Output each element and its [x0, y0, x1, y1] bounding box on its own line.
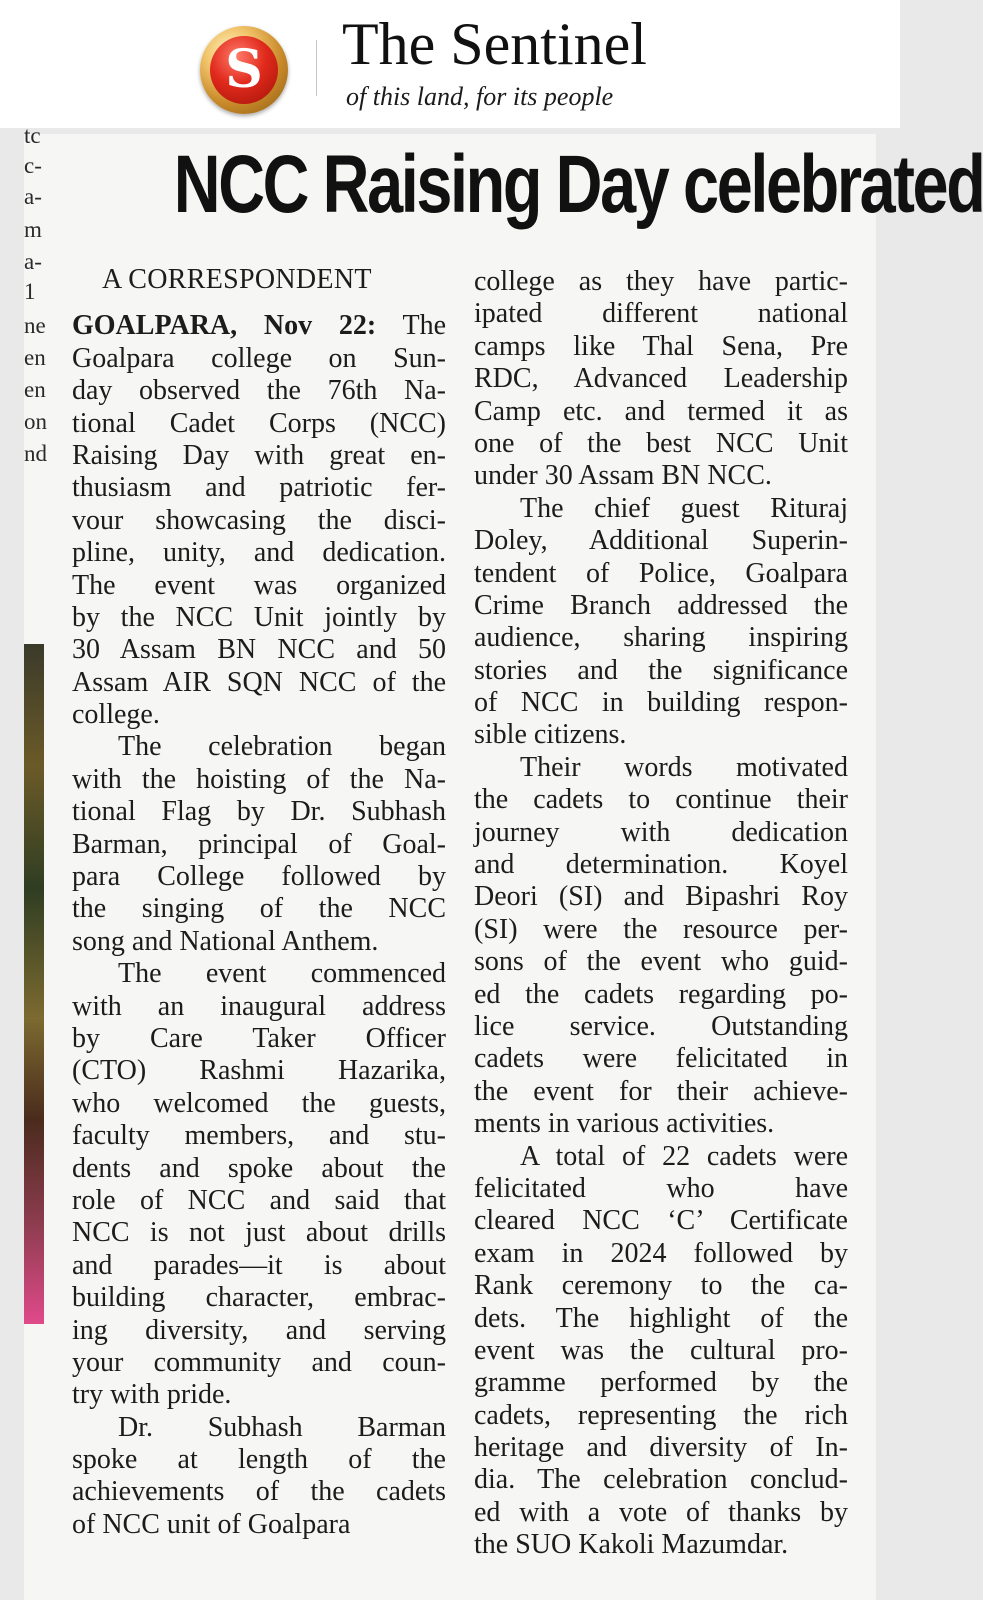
article-text-line: thusiasm and patriotic fer-	[72, 472, 446, 504]
article-text-line: journey with dedication	[474, 816, 848, 848]
previous-article-fragment: a-	[24, 184, 42, 209]
previous-article-fragment: on	[24, 409, 47, 434]
logo-letter: S	[210, 36, 278, 104]
article-text-line: tendent of Police, Goalpara	[474, 557, 848, 589]
article-text-line: NCC is not just about drills	[72, 1217, 446, 1249]
previous-article-fragment: tc	[24, 123, 41, 148]
publication-title: The Sentinel	[342, 11, 647, 77]
article-text-line: day observed the 76th Na-	[72, 375, 446, 407]
article-text-line: Their words motivated	[520, 751, 848, 783]
article-dateline: GOALPARA, Nov 22:	[72, 310, 377, 342]
article-text-line: Barman, principal of Goal-	[72, 828, 446, 860]
article-text-line: Assam AIR SQN NCC of the	[72, 666, 446, 698]
article-text-fragment: The	[376, 310, 447, 342]
article-text-line: song and National Anthem.	[72, 925, 379, 957]
article-text-line: Goalpara college on Sun-	[72, 342, 446, 374]
article-text-line: of NCC in building respon-	[474, 687, 848, 719]
article-text-line: The chief guest Rituraj	[520, 492, 848, 524]
previous-article-fragment: c-	[24, 153, 42, 178]
article-text-line: your community and coun-	[72, 1346, 446, 1378]
article-column-left	[72, 264, 446, 1541]
article-text-line: stories and the significance	[474, 654, 848, 686]
article-text-line: under 30 Assam BN NCC.	[474, 460, 772, 492]
article-text-line: The event commenced	[118, 958, 446, 990]
previous-article-fragment: ne	[24, 313, 46, 338]
article-headline: NCC Raising Day celebrated	[173, 139, 983, 230]
previous-article-fragment: nd	[24, 441, 47, 466]
article-text-line: tional Flag by Dr. Subhash	[72, 796, 446, 828]
previous-article-fragment: 1	[24, 279, 36, 304]
article-text-line: cleared NCC ‘C’ Certificate	[474, 1205, 848, 1237]
article-text-line: the SUO Kakoli Mazumdar.	[474, 1529, 789, 1561]
article-text-line: The event was organized	[72, 569, 446, 601]
article-text-line: event was the cultural pro-	[474, 1334, 848, 1366]
article-text-line	[72, 310, 446, 342]
article-text-line: ments in various activities.	[474, 1108, 775, 1140]
article-text-line: camps like Thal Sena, Pre	[474, 330, 848, 362]
previous-article-fragment: a-	[24, 249, 42, 274]
article-text-line: college as they have partic-	[474, 266, 848, 297]
article-text-line: exam in 2024 followed by	[474, 1237, 848, 1269]
article-text-line: dents and spoke about the	[72, 1152, 446, 1184]
previous-article-fragment: m	[24, 217, 42, 242]
article-text-line: try with pride.	[72, 1379, 232, 1411]
article-text-line: cadets were felicitated in	[474, 1043, 848, 1075]
masthead	[0, 0, 900, 128]
newspaper-clipping	[24, 123, 983, 1600]
article-text-line: one of the best NCC Unit	[474, 427, 848, 459]
article-text-line: Doley, Additional Superin-	[474, 525, 848, 557]
article-text-line: The celebration began	[118, 731, 446, 763]
article-text-line: heritage and diversity of In-	[474, 1432, 848, 1464]
article-text-line: Deori (SI) and Bipashri Roy	[474, 881, 848, 913]
article-text-line: the cadets to continue their	[474, 784, 848, 816]
article-text-line: ed the cadets regarding po-	[474, 978, 848, 1010]
article-text-line: Crime Branch addressed the	[474, 589, 848, 621]
article-text-line: the singing of the NCC	[72, 893, 446, 925]
previous-article-photo	[24, 644, 44, 1324]
article-text-line: achievements of the cadets	[72, 1476, 446, 1508]
article-text-line: dets. The highlight of the	[474, 1302, 848, 1334]
article-text-line: by Care Taker Officer	[72, 1022, 446, 1054]
article-text-line: A total of 22 cadets were	[520, 1140, 848, 1172]
article-text-line: role of NCC and said that	[72, 1184, 446, 1216]
article-text-line: (SI) were the resource per-	[474, 913, 848, 945]
article-text-line: felicitated who have	[474, 1172, 848, 1204]
article-text-line: 30 Assam BN NCC and 50	[72, 634, 446, 666]
article-text-line: the event for their achieve-	[474, 1075, 848, 1107]
article-text-line: sible citizens.	[474, 719, 627, 751]
article-text-line: sons of the event who guid-	[474, 946, 848, 978]
article-text-line: dia. The celebration conclud-	[474, 1464, 848, 1496]
article-text-line: with an inaugural address	[72, 990, 446, 1022]
article-text-line: gramme performed by the	[474, 1367, 848, 1399]
masthead-divider	[316, 40, 317, 96]
article-text-line: ed with a vote of thanks by	[474, 1496, 848, 1528]
article-text-line: college.	[72, 699, 160, 731]
article-text-line: pline, unity, and dedication.	[72, 537, 446, 569]
article-text-line: para College followed by	[72, 861, 446, 893]
article-text-line: audience, sharing inspiring	[474, 622, 848, 654]
article-text-line: and parades—it is about	[72, 1249, 446, 1281]
article-text-line: Raising Day with great en-	[72, 439, 446, 471]
article-text-line: spoke at length of the	[72, 1444, 446, 1476]
article-text-line: Camp etc. and termed it as	[474, 395, 848, 427]
article-text-line: Rank ceremony to the ca-	[474, 1270, 848, 1302]
article-text-line: RDC, Advanced Leadership	[474, 363, 848, 395]
article-text-line: faculty members, and stu-	[72, 1120, 446, 1152]
previous-article-fragment: en	[24, 377, 46, 402]
previous-article-fragment: en	[24, 345, 46, 370]
article-text-line: who welcomed the guests,	[72, 1087, 446, 1119]
article-byline: A CORRESPONDENT	[102, 264, 372, 295]
article-text-line: vour showcasing the disci-	[72, 504, 446, 536]
article-text-line: and determination. Koyel	[474, 849, 848, 881]
article-text-line: ipated different national	[474, 298, 848, 330]
article-text-line: with the hoisting of the Na-	[72, 763, 446, 795]
article-text-line: building character, embrac-	[72, 1282, 446, 1314]
article-text-line: ing diversity, and serving	[72, 1314, 446, 1346]
article-text-line: by the NCC Unit jointly by	[72, 601, 446, 633]
article-text-line: cadets, representing the rich	[474, 1399, 848, 1431]
article-text-line: tional Cadet Corps (NCC)	[72, 407, 446, 439]
article-text-line: of NCC unit of Goalpara	[72, 1508, 351, 1540]
sentinel-logo-icon	[200, 26, 288, 114]
article-text-line: (CTO) Rashmi Hazarika,	[72, 1055, 446, 1087]
article-text-line: Dr. Subhash Barman	[118, 1411, 446, 1443]
article-column-right	[474, 266, 848, 1562]
article-text-line: lice service. Outstanding	[474, 1010, 848, 1042]
previous-article-strip	[24, 123, 64, 1600]
publication-tagline: of this land, for its people	[346, 82, 614, 111]
